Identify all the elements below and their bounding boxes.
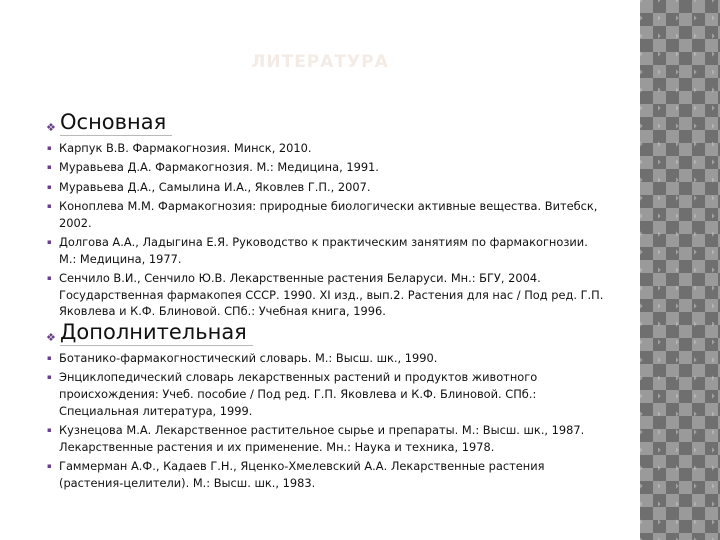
square-bullet-icon: ▪: [47, 202, 52, 211]
reference-text: Долгова А.А., Ладыгина Е.Я. Руководство к практическим занятиям по фармакогнозии. М.: Медицина, 1977.: [59, 235, 588, 266]
section-header: [46, 318, 606, 346]
list-item: [46, 198, 606, 231]
diamond-bullet-icon: ❖: [46, 121, 56, 134]
slide-title: ЛИТЕРАТУРА: [251, 52, 389, 72]
list-item: [46, 458, 606, 491]
square-bullet-icon: ▪: [47, 238, 52, 247]
square-bullet-icon: ▪: [47, 373, 52, 382]
square-bullet-icon: ▪: [47, 461, 52, 470]
square-bullet-icon: ▪: [47, 182, 52, 191]
reference-text: Гаммерман А.Ф., Кадаев Г.Н., Яценко-Хмелевский А.А. Лекарственные растения (растения-целители). М.: Высш. шк., 1983.: [59, 458, 545, 490]
reference-text: Карпук В.В. Фармакогнозия. Минск, 2010.: [59, 141, 312, 155]
reference-list: [46, 140, 606, 320]
reference-text: Коноплева М.М. Фармакогнозия: природные биологически активные вещества. Витебск, 2002.: [59, 199, 598, 230]
reference-text: Муравьева Д.А., Самылина И.А., Яковлев Г.П., 2007.: [59, 179, 371, 194]
reference-text: Ботанико-фармакогностический словарь. М.: Высш. шк., 1990.: [59, 351, 438, 365]
list-item: [46, 179, 606, 196]
list-item: [46, 140, 606, 157]
reference-text: Сенчило В.И., Сенчило Ю.В. Лекарственные растения Беларуси. Мн.: БГУ, 2004. Государственная фармакопея СССР. 1990. XI изд., вып.2. Растения для нас / Под ред. Г.П. Яковлева и К.Ф. Блиновой. СПб.: Учебная книга, 1996.: [59, 271, 604, 319]
reference-text: Энциклопедический словарь лекарственных растений и продуктов животного происхождения: Учеб. пособие / Под ред. Г.П. Яковлева и К.Ф. Блиновой. СПб.: Специальная литература, 1999.: [59, 370, 538, 418]
reference-list: [46, 350, 606, 491]
section-main: [46, 108, 606, 320]
square-bullet-icon: ▪: [47, 354, 52, 362]
reference-text: Муравьева Д.А. Фармакогнозия. М.: Медицина, 1991.: [59, 160, 379, 175]
decorative-pattern-strip: [640, 0, 720, 540]
square-bullet-icon: ▪: [47, 163, 52, 172]
list-item: [46, 350, 606, 367]
section-heading: Дополнительная: [60, 319, 253, 346]
section-additional: [46, 318, 606, 491]
list-item: [46, 234, 606, 267]
list-item: [46, 159, 606, 176]
diamond-bullet-icon: ❖: [46, 331, 56, 344]
list-item: [46, 270, 606, 320]
diamond-pattern-overlay: [640, 0, 720, 540]
square-bullet-icon: ▪: [47, 425, 52, 434]
reference-text: Кузнецова М.А. Лекарственное растительное сырье и препараты. М.: Высш. шк., 1987. Лекарственные растения и их применение. Мн.: Наука и техника, 1978.: [59, 422, 585, 454]
list-item: [46, 369, 606, 419]
square-bullet-icon: ▪: [47, 144, 52, 152]
section-header: [46, 108, 606, 136]
list-item: [46, 422, 606, 455]
square-bullet-icon: ▪: [47, 274, 52, 283]
section-heading: Основная: [60, 109, 172, 136]
